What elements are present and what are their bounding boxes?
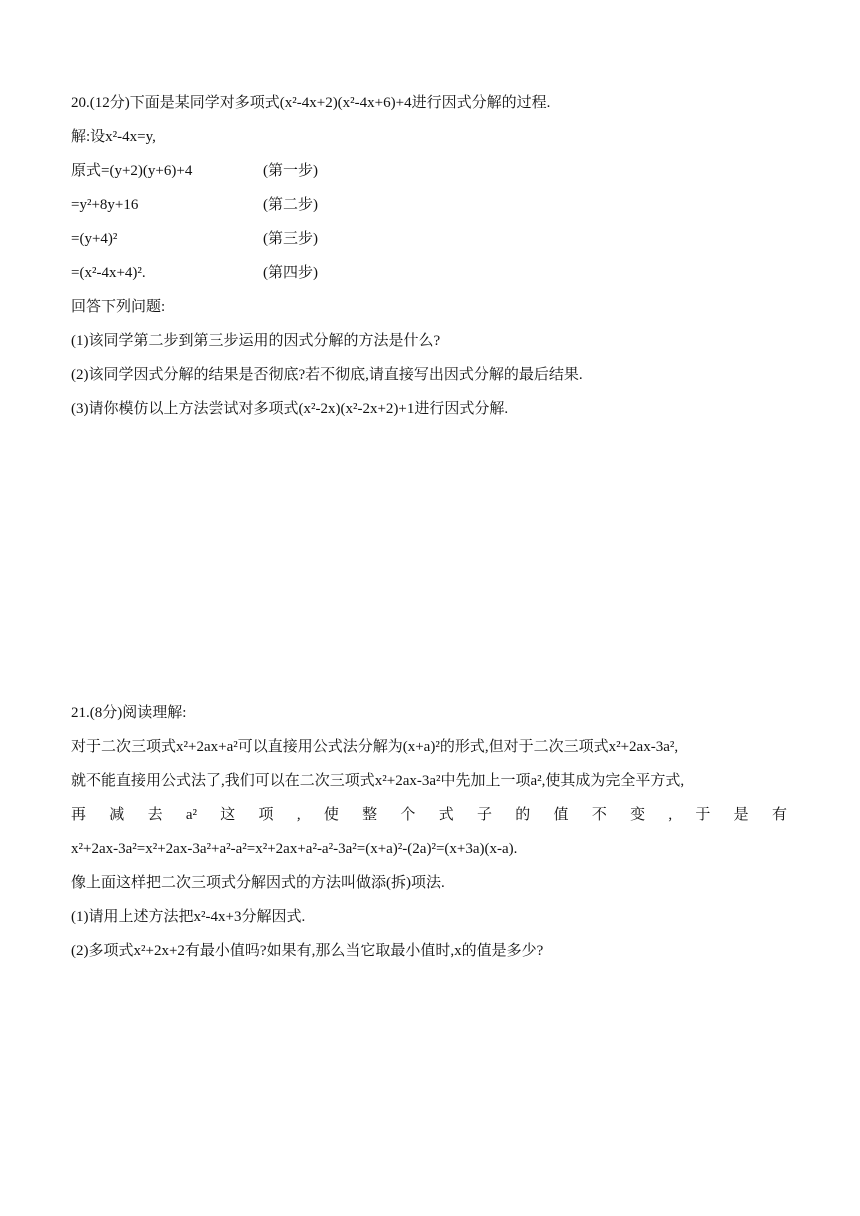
q20-step-1-label: (第一步) bbox=[263, 163, 318, 179]
q20-prompt: 回答下列问题: bbox=[71, 299, 166, 315]
q21-p3-token: a² bbox=[185, 807, 197, 823]
q21-p3-token: 是 bbox=[733, 807, 749, 823]
q20-step-3-expr: =(y+4)² bbox=[71, 231, 118, 247]
q20-step-1-expr: 原式=(y+2)(y+6)+4 bbox=[71, 163, 193, 179]
q21-p3-token: 这 bbox=[220, 807, 236, 823]
q21-paragraph-5: 像上面这样把二次三项式分解因式的方法叫做添(拆)项法. bbox=[71, 875, 445, 891]
q21-paragraph-1: 对于二次三项式x²+2ax+a²可以直接用公式法分解为(x+a)²的形式,但对于二次三项式x²+2ax-3a², bbox=[71, 739, 679, 755]
q21-p3-token: 个 bbox=[400, 807, 416, 823]
q21-p3-token: , bbox=[296, 807, 301, 823]
q20-sub-question-1: (1)该同学第二步到第三步运用的因式分解的方法是什么? bbox=[71, 333, 441, 349]
q21-p3-token: , bbox=[668, 807, 673, 823]
q21-p3-token: 再 bbox=[71, 807, 87, 823]
q21-p3-token: 整 bbox=[362, 807, 378, 823]
q20-solution-intro: 解:设x²-4x=y, bbox=[71, 129, 156, 145]
q21-p3-token: 去 bbox=[147, 807, 163, 823]
q21-paragraph-3 bbox=[71, 805, 787, 825]
q21-p3-token: 减 bbox=[109, 807, 125, 823]
q20-step-4-expr: =(x²-4x+4)². bbox=[71, 265, 146, 281]
q21-paragraph-2: 就不能直接用公式法了,我们可以在二次三项式x²+2ax-3a²中先加上一项a²,使其成为完全平方式, bbox=[71, 773, 685, 789]
q21-p3-token: 式 bbox=[438, 807, 454, 823]
q21-p3-token: 项 bbox=[258, 807, 274, 823]
q21-sub-question-2: (2)多项式x²+2x+2有最小值吗?如果有,那么当它取最小值时,x的值是多少? bbox=[71, 943, 544, 959]
q20-sub-question-2: (2)该同学因式分解的结果是否彻底?若不彻底,请直接写出因式分解的最后结果. bbox=[71, 367, 583, 383]
q21-p3-token: 有 bbox=[771, 807, 787, 823]
q21-p3-token: 变 bbox=[630, 807, 646, 823]
q20-step-3-label: (第三步) bbox=[263, 231, 318, 247]
q20-step-2-expr: =y²+8y+16 bbox=[71, 197, 139, 213]
q20-step-4-label: (第四步) bbox=[263, 265, 318, 281]
q20-sub-question-3: (3)请你模仿以上方法尝试对多项式(x²-2x)(x²-2x+2)+1进行因式分解. bbox=[71, 401, 509, 417]
q21-p3-token: 的 bbox=[515, 807, 531, 823]
q21-sub-question-1: (1)请用上述方法把x²-4x+3分解因式. bbox=[71, 909, 306, 925]
q21-p3-token: 子 bbox=[476, 807, 492, 823]
q21-p3-token: 值 bbox=[553, 807, 569, 823]
q20-step-2-label: (第二步) bbox=[263, 197, 318, 213]
q20-header: 20.(12分)下面是某同学对多项式(x²-4x+2)(x²-4x+6)+4进行因式分解的过程. bbox=[71, 95, 551, 111]
q21-paragraph-4: x²+2ax-3a²=x²+2ax-3a²+a²-a²=x²+2ax+a²-a²-3a²=(x+a)²-(2a)²=(x+3a)(x-a). bbox=[71, 841, 518, 857]
q21-p3-token: 不 bbox=[591, 807, 607, 823]
q21-p3-token: 使 bbox=[323, 807, 339, 823]
q21-p3-token: 于 bbox=[695, 807, 711, 823]
q21-header: 21.(8分)阅读理解: bbox=[71, 705, 187, 721]
